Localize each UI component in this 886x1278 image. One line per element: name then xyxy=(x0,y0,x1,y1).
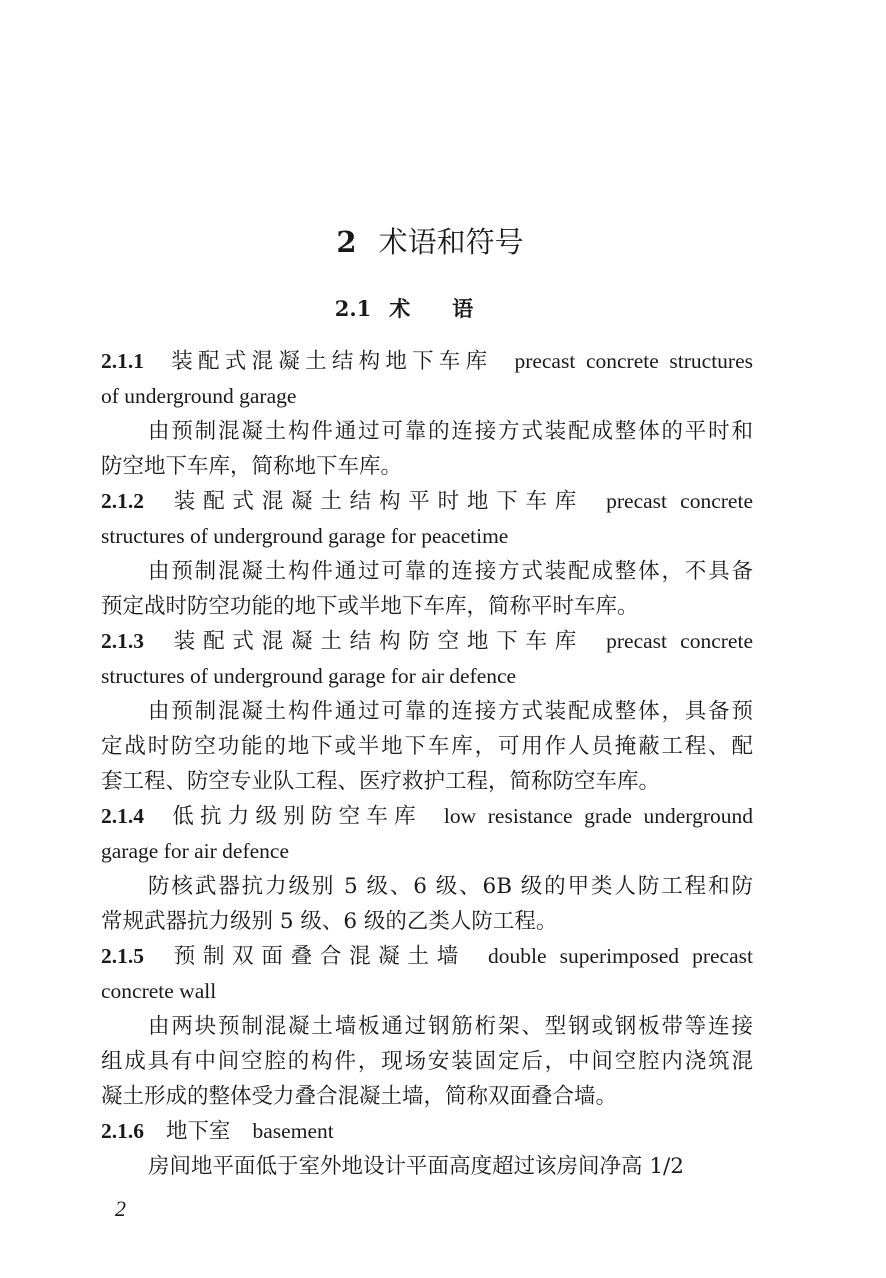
term-heading xyxy=(101,624,753,659)
term-number: 2.1.3 xyxy=(101,629,144,653)
term-number: 2.1.4 xyxy=(101,804,144,828)
definition-text: 由预制混凝土构件通过可靠的连接方式装配成整体，具备预 xyxy=(148,699,753,724)
term-heading xyxy=(101,1114,753,1149)
term-definition-line xyxy=(101,1079,753,1114)
term-definition-line xyxy=(101,449,753,484)
term-heading xyxy=(101,939,753,974)
term-definition-line xyxy=(101,764,753,799)
page-number: 2 xyxy=(115,1196,126,1221)
section-number: 2.1 xyxy=(334,296,372,321)
term-english: basement xyxy=(252,1119,334,1143)
term-english-line: structures of underground garage for air defence xyxy=(101,664,517,688)
definition-text: 凝土形成的整体受力叠合混凝土墙，简称双面叠合墙。 xyxy=(101,1084,618,1109)
term-english-continued xyxy=(101,379,753,414)
term-definition-line xyxy=(101,729,753,764)
definition-text: 预定战时防空功能的地下或半地下车库，简称平时车库。 xyxy=(101,594,639,619)
term-english-line: concrete wall xyxy=(101,979,217,1003)
term-chinese: 装配式混凝土结构防空地下车库 xyxy=(166,629,585,654)
term-definition-line xyxy=(101,589,753,624)
term-chinese: 地下室 xyxy=(166,1119,231,1144)
term-chinese: 装配式混凝土结构地下车库 xyxy=(166,349,493,374)
term-chinese: 低抗力级别防空车库 xyxy=(166,804,422,829)
term-english-line: of underground garage xyxy=(101,384,297,408)
term-number: 2.1.6 xyxy=(101,1119,144,1143)
term-chinese: 装配式混凝土结构平时地下车库 xyxy=(166,489,585,514)
term-english-continued xyxy=(101,974,753,1009)
definition-text: 常规武器抗力级别 5 级、6 级的乙类人防工程。 xyxy=(101,909,558,934)
term-english: precast concrete xyxy=(606,629,753,653)
term-definition-line xyxy=(101,554,753,589)
definition-text: 定战时防空功能的地下或半地下车库，可用作人员掩蔽工程、配 xyxy=(101,734,753,759)
definition-text: 防空地下车库，简称地下车库。 xyxy=(101,454,403,479)
term-definition-line xyxy=(101,904,753,939)
term-number: 2.1.1 xyxy=(101,349,144,373)
section-title: 术语 xyxy=(389,296,516,321)
term-english: precast concrete xyxy=(606,489,753,513)
term-english: double superimposed precast xyxy=(487,944,753,968)
term-definition-line xyxy=(101,414,753,449)
term-definition-line xyxy=(101,869,753,904)
definition-text: 由预制混凝土构件通过可靠的连接方式装配成整体的平时和 xyxy=(148,419,753,444)
term-english: precast concrete structures xyxy=(514,349,753,373)
term-english: low resistance grade underground xyxy=(443,804,753,828)
chapter-heading xyxy=(0,220,860,261)
term-definition-line xyxy=(101,694,753,729)
definition-text: 组成具有中间空腔的构件，现场安装固定后，中间空腔内浇筑混 xyxy=(101,1049,753,1074)
chapter-number: 2 xyxy=(336,225,357,259)
term-english-continued xyxy=(101,659,753,694)
term-definition-line xyxy=(101,1009,753,1044)
term-definition-line xyxy=(101,1149,753,1184)
chapter-title: 术语和符号 xyxy=(378,225,524,259)
term-english-continued xyxy=(101,519,753,554)
term-english-continued xyxy=(101,834,753,869)
term-definition-line xyxy=(101,1044,753,1079)
term-chinese: 预制双面叠合混凝土墙 xyxy=(166,944,466,969)
definition-text: 由预制混凝土构件通过可靠的连接方式装配成整体，不具备 xyxy=(148,559,753,584)
definition-text: 防核武器抗力级别 5 级、6 级、6B 级的甲类人防工程和防 xyxy=(148,874,753,899)
term-heading xyxy=(101,344,753,379)
definition-text: 房间地平面低于室外地设计平面高度超过该房间净高 1/2 xyxy=(148,1154,684,1179)
term-heading xyxy=(101,799,753,834)
definition-text: 套工程、防空专业队工程、医疗救护工程，简称防空车库。 xyxy=(101,769,661,794)
term-number: 2.1.2 xyxy=(101,489,144,513)
definition-text: 由两块预制混凝土墙板通过钢筋桁架、型钢或钢板带等连接 xyxy=(148,1014,753,1039)
section-heading xyxy=(0,293,850,323)
term-heading xyxy=(101,484,753,519)
term-number: 2.1.5 xyxy=(101,944,144,968)
terms-list xyxy=(101,344,753,1184)
term-english-line: structures of underground garage for peacetime xyxy=(101,524,509,548)
term-english-line: garage for air defence xyxy=(101,839,289,863)
